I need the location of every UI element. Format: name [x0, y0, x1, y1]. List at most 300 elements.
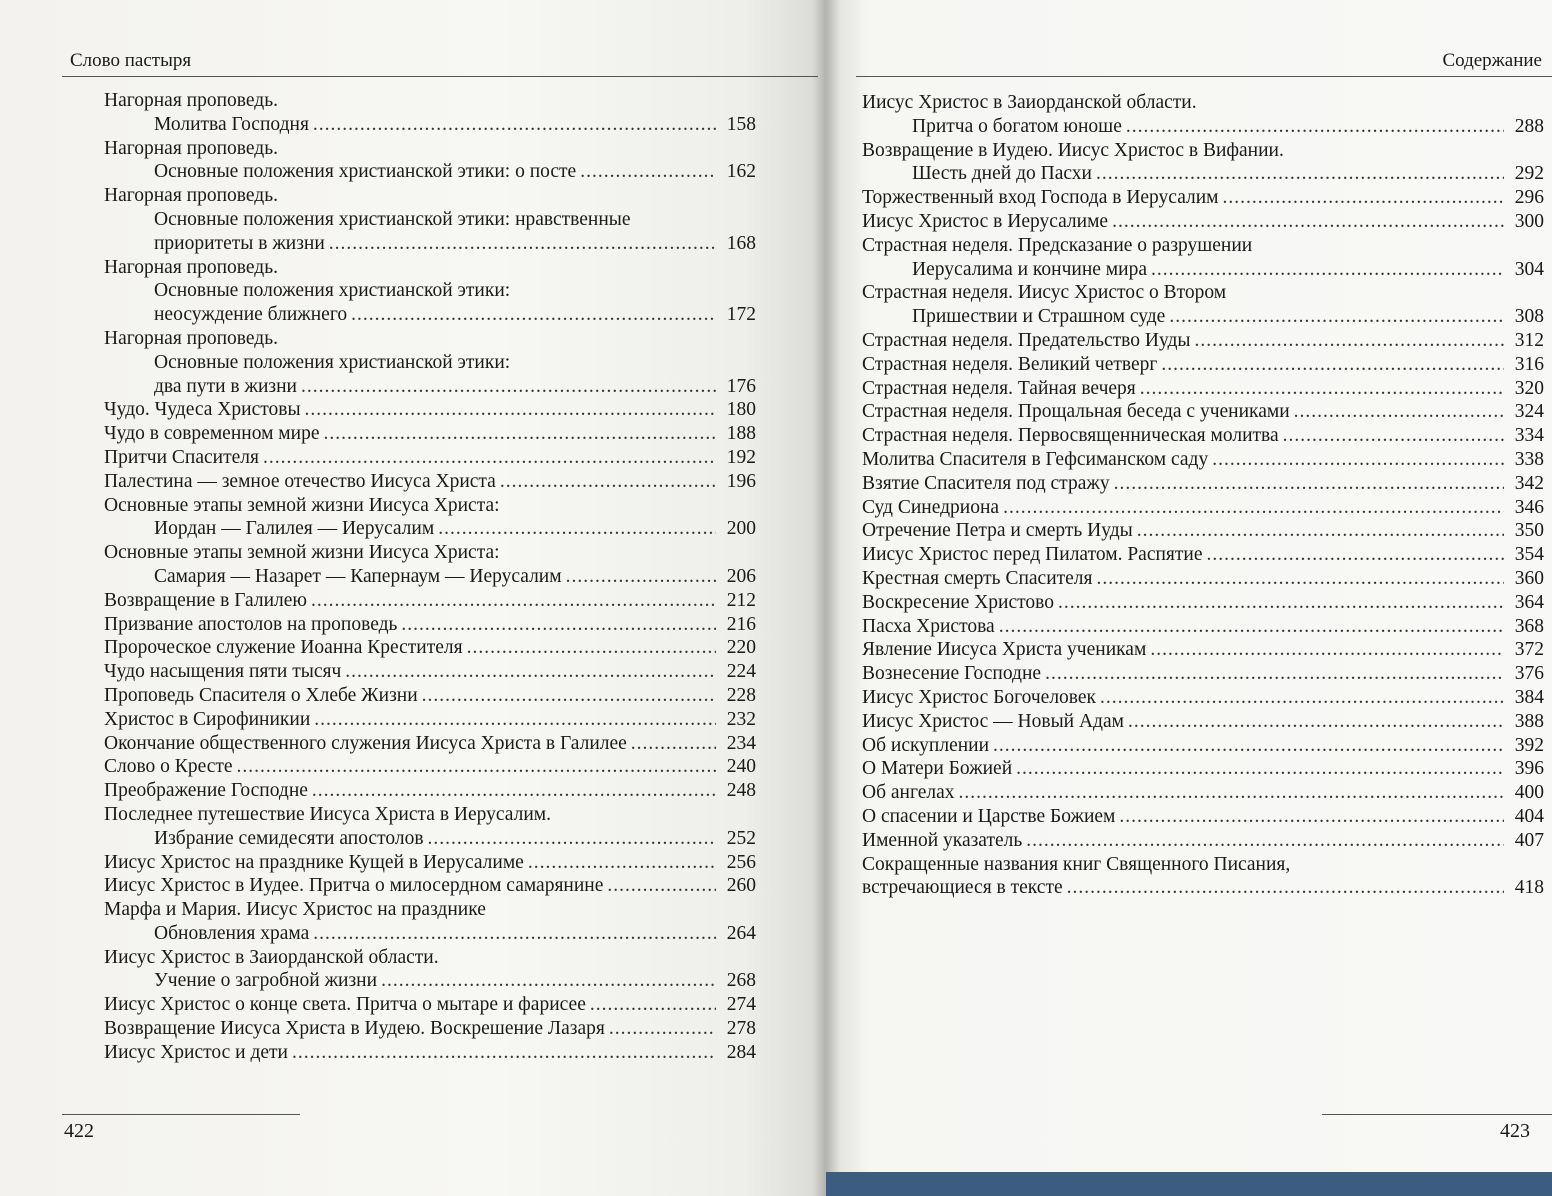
dot-leader [1100, 686, 1504, 710]
toc-entry-line: Страстная неделя. Иисус Христос о Втором [862, 282, 1227, 304]
toc-entry-title: Самария — Назарет — Капернаум — Иерусалим [154, 565, 562, 587]
toc-page-number: 392 [1514, 734, 1544, 756]
toc-entry-title: Возвращение Иисуса Христа в Иудею. Воскрешение Лазаря [104, 1018, 605, 1040]
toc-entry-row [862, 424, 1544, 448]
dot-leader [237, 755, 716, 779]
toc-entry-title: Учение о загробной жизни [154, 970, 378, 992]
dot-leader [401, 613, 716, 637]
toc-entry-row [862, 567, 1544, 591]
toc-entry [104, 256, 756, 327]
toc-entry-title: Иисус Христос на празднике Кущей в Иерусалиме [104, 851, 524, 873]
toc-page-number: 206 [726, 565, 756, 587]
dot-leader [1140, 377, 1504, 401]
toc-entry-row [862, 210, 1544, 234]
toc-page-number: 324 [1514, 401, 1544, 423]
toc-entry [104, 1017, 756, 1041]
toc-page-number: 364 [1514, 591, 1544, 613]
toc-page-number: 296 [1514, 187, 1544, 209]
toc-entry-title: Преображение Господне [104, 780, 308, 802]
toc-entry [862, 448, 1544, 472]
toc-page-number: 368 [1514, 615, 1544, 637]
toc-page-number: 278 [726, 1018, 756, 1040]
toc-entry-title: Чудо в современном мире [104, 423, 320, 445]
toc-entry [104, 137, 756, 185]
toc-entry-line: Основные этапы земной жизни Иисуса Христа: [104, 542, 500, 564]
dot-leader [1161, 353, 1504, 377]
toc-page-number: 418 [1514, 877, 1544, 899]
toc-entry-row [104, 874, 756, 898]
toc-entry-title: Молитва Спасителя в Гефсиманском саду [862, 448, 1209, 470]
dot-leader [1137, 519, 1504, 543]
dot-leader [1114, 472, 1504, 496]
toc-entry-row [862, 805, 1544, 829]
toc-page-number: 376 [1514, 663, 1544, 685]
dot-leader [301, 375, 716, 399]
footer-rule-right [1322, 1114, 1552, 1115]
toc-entry-title: встречающиеся в тексте [862, 877, 1063, 899]
toc-page-number: 252 [726, 827, 756, 849]
toc-entry-row [104, 684, 756, 708]
toc-entry [862, 210, 1544, 234]
toc-entry-title: Иисус Христос о конце света. Притча о мытаре и фарисее [104, 994, 586, 1016]
dot-leader [467, 636, 716, 660]
toc-entry-title: Взятие Спасителя под стражу [862, 472, 1110, 494]
toc-entry-row [862, 472, 1544, 496]
dot-leader [438, 517, 716, 541]
toc-page-number: 168 [726, 232, 756, 254]
toc-entry-title: Притча о богатом юноше [912, 115, 1122, 137]
toc-entry [862, 186, 1544, 210]
toc-page-number: 284 [726, 1041, 756, 1063]
toc-entry-row [862, 615, 1544, 639]
toc-page-number: 228 [726, 684, 756, 706]
toc-entry-line: Иисус Христос в Заиорданской области. [862, 92, 1197, 113]
toc-entry [104, 851, 756, 875]
book-cover-edge [826, 1172, 1552, 1196]
toc-list-right [862, 91, 1544, 900]
toc-entry [104, 541, 756, 589]
toc-entry [862, 829, 1544, 853]
toc-entry-line: Нагорная проповедь. [104, 256, 278, 278]
dot-leader [1126, 115, 1504, 139]
toc-page-number: 407 [1514, 829, 1544, 851]
toc-entry [862, 519, 1544, 543]
toc-page-number: 220 [726, 637, 756, 659]
toc-entry-row [862, 448, 1544, 472]
toc-entry [862, 496, 1544, 520]
toc-entry [104, 470, 756, 494]
toc-entry [104, 398, 756, 422]
dot-leader [1150, 638, 1504, 662]
toc-entry-row [862, 377, 1544, 401]
toc-entry-title: Суд Синедриона [862, 496, 1000, 518]
toc-entry-row [862, 186, 1544, 210]
right-page [826, 0, 1552, 1196]
header-rule-left [62, 76, 818, 77]
toc-page-number: 240 [726, 756, 756, 778]
toc-entry-row [104, 779, 756, 803]
dot-leader [1026, 829, 1504, 853]
toc-entry-line: Основные положения христианской этики: [154, 351, 511, 373]
toc-entry-row [104, 565, 756, 589]
toc-entry [104, 422, 756, 446]
toc-entry-row [104, 232, 756, 256]
toc-page-number: 312 [1514, 329, 1544, 351]
toc-page-number: 304 [1514, 258, 1544, 280]
toc-entry [862, 472, 1544, 496]
toc-page-number: 316 [1514, 353, 1544, 375]
dot-leader [422, 684, 716, 708]
toc-page-number: 248 [726, 780, 756, 802]
toc-entry-title: Притчи Спасителя [104, 446, 259, 468]
toc-entry-row [104, 422, 756, 446]
toc-entry-title: Пришествии и Страшном суде [912, 306, 1166, 328]
toc-page-number: 268 [726, 970, 756, 992]
toc-entry [862, 139, 1544, 187]
toc-entry [104, 1041, 756, 1065]
toc-entry-line: Иисус Христос в Заиорданской области. [104, 946, 439, 968]
toc-entry [104, 755, 756, 779]
toc-entry-title: Молитва Господня [154, 113, 309, 135]
toc-entry-row [104, 1041, 756, 1065]
toc-page-number: 372 [1514, 639, 1544, 661]
toc-entry-line: Нагорная проповедь. [104, 327, 278, 349]
toc-entry-row [104, 303, 756, 327]
toc-entry-title: Страстная неделя. Первосвященническая молитва [862, 425, 1279, 447]
toc-entry [104, 494, 756, 542]
footer-rule-left [62, 1114, 300, 1115]
toc-entry-row [104, 660, 756, 684]
toc-entry-title: Иерусалима и кончине мира [912, 258, 1147, 280]
toc-entry [104, 684, 756, 708]
dot-leader [313, 922, 716, 946]
toc-entry-row [862, 710, 1544, 734]
toc-entry [104, 636, 756, 660]
toc-entry [862, 662, 1544, 686]
dot-leader [607, 874, 716, 898]
toc-entry-row [862, 519, 1544, 543]
toc-page-number: 342 [1514, 472, 1544, 494]
toc-entry-row [104, 969, 756, 993]
dot-leader [1058, 591, 1504, 615]
dot-leader [1151, 258, 1504, 282]
toc-entry-title: Основные положения христианской этики: о посте [154, 161, 577, 183]
toc-entry-title: Иордан — Галилея — Иерусалим [154, 518, 435, 540]
toc-entry-row [104, 851, 756, 875]
toc-entry-row [104, 398, 756, 422]
toc-entry-line: Нагорная проповедь. [104, 185, 278, 207]
toc-entry-title: Иисус Христос в Иудее. Притча о милосердном самарянине [104, 875, 604, 897]
toc-entry-row [104, 993, 756, 1017]
toc-entry [862, 567, 1544, 591]
toc-entry-title: Чудо. Чудеса Христовы [104, 399, 301, 421]
toc-entry-row [862, 496, 1544, 520]
toc-entry-title: Слово о Кресте [104, 756, 233, 778]
toc-page-number: 216 [726, 613, 756, 635]
toc-page-number: 350 [1514, 520, 1544, 542]
toc-entry-row [862, 662, 1544, 686]
dot-leader [1223, 186, 1504, 210]
toc-entry-line: Последнее путешествие Иисуса Христа в Иерусалим. [104, 803, 551, 825]
toc-page-number: 300 [1514, 210, 1544, 232]
toc-entry-row [862, 305, 1544, 329]
dot-leader [1283, 424, 1504, 448]
toc-entry-row [104, 446, 756, 470]
toc-entry-line: Марфа и Мария. Иисус Христос на празднике [104, 899, 486, 921]
toc-entry-title: Избрание семидесяти апостолов [154, 827, 424, 849]
toc-entry-row [104, 113, 756, 137]
dot-leader [329, 232, 716, 256]
dot-leader [292, 1041, 716, 1065]
toc-entry-line: Возвращение в Иудею. Иисус Христос в Вифании. [862, 139, 1284, 161]
toc-entry [104, 184, 756, 255]
toc-entry [862, 805, 1544, 829]
toc-entry-title: О спасении и Царстве Божием [862, 805, 1116, 827]
toc-page-number: 308 [1514, 306, 1544, 328]
toc-page-number: 196 [726, 470, 756, 492]
toc-entry [104, 874, 756, 898]
toc-entry [862, 757, 1544, 781]
dot-leader [631, 732, 716, 756]
toc-entry-row [862, 686, 1544, 710]
dot-leader [1207, 543, 1505, 567]
dot-leader [1016, 757, 1504, 781]
toc-entry-title: Иисус Христос — Новый Адам [862, 710, 1124, 732]
toc-entry-row [862, 734, 1544, 758]
toc-page-number: 192 [726, 446, 756, 468]
toc-entry-row [104, 636, 756, 660]
toc-entry-row [862, 829, 1544, 853]
toc-entry-title: Страстная неделя. Великий четверг [862, 353, 1158, 375]
toc-entry-row [862, 781, 1544, 805]
toc-entry-title: Отречение Петра и смерть Иуды [862, 520, 1133, 542]
toc-entry-line: Страстная неделя. Предсказание о разрушении [862, 234, 1253, 256]
toc-entry [104, 613, 756, 637]
toc-page-number: 200 [726, 518, 756, 540]
toc-entry [862, 91, 1544, 139]
toc-entry [862, 853, 1544, 901]
dot-leader [313, 113, 716, 137]
toc-entry-title: Иисус Христос и дети [104, 1041, 288, 1063]
toc-entry-line: Основные положения христианской этики: нравственные [154, 208, 631, 230]
toc-entry [104, 993, 756, 1017]
toc-entry-title: Крестная смерть Спасителя [862, 567, 1093, 589]
toc-page-number: 346 [1514, 496, 1544, 518]
toc-entry-row [104, 517, 756, 541]
toc-entry-title: Страстная неделя. Прощальная беседа с учениками [862, 401, 1290, 423]
toc-entry-title: Шесть дней до Пасхи [912, 163, 1092, 185]
toc-entry-title: Иисус Христос в Иерусалиме [862, 210, 1109, 232]
toc-entry-title: неосуждение ближнего [154, 304, 348, 326]
toc-entry [104, 589, 756, 613]
dot-leader [312, 779, 716, 803]
toc-page-number: 292 [1514, 163, 1544, 185]
toc-entry-title: Страстная неделя. Предательство Иуды [862, 329, 1191, 351]
toc-entry [104, 898, 756, 946]
dot-leader [381, 969, 716, 993]
toc-entry-title: Обновления храма [154, 922, 310, 944]
toc-entry [104, 327, 756, 398]
toc-page-number: 274 [726, 994, 756, 1016]
dot-leader [1003, 496, 1504, 520]
toc-page-number: 232 [726, 708, 756, 730]
toc-entry [862, 281, 1544, 329]
toc-entry-title: Иисус Христос Богочеловек [862, 686, 1097, 708]
toc-entry [862, 710, 1544, 734]
dot-leader [1169, 305, 1504, 329]
toc-entry-line: Основные положения христианской этики: [154, 280, 511, 302]
toc-page-number: 334 [1514, 425, 1544, 447]
toc-page-number: 172 [726, 304, 756, 326]
toc-entry [104, 446, 756, 470]
dot-leader [1096, 162, 1504, 186]
toc-entry-row [862, 258, 1544, 282]
toc-page-number: 260 [726, 875, 756, 897]
dot-leader [305, 398, 716, 422]
toc-entry-title: Воскресение Христово [862, 591, 1054, 613]
toc-entry [862, 377, 1544, 401]
toc-entry-row [104, 375, 756, 399]
dot-leader [314, 708, 716, 732]
toc-entry [104, 779, 756, 803]
toc-page-number: 158 [726, 113, 756, 135]
toc-entry-row [104, 827, 756, 851]
toc-entry-title: Пророческое служение Иоанна Крестителя [104, 637, 463, 659]
toc-page-number: 162 [726, 161, 756, 183]
toc-entry-row [104, 732, 756, 756]
toc-page-number: 338 [1514, 448, 1544, 470]
toc-entry [862, 638, 1544, 662]
dot-leader [1112, 210, 1504, 234]
toc-entry-line: Сокращенные названия книг Священного Писания, [862, 853, 1291, 875]
toc-entry-title: Возвращение в Галилею [104, 589, 307, 611]
toc-entry-title: Об искуплении [862, 734, 990, 756]
toc-entry-title: Палестина — земное отечество Иисуса Христа [104, 470, 496, 492]
toc-entry-row [104, 755, 756, 779]
toc-entry-title: приоритеты в жизни [154, 232, 325, 254]
toc-entry-title: Проповедь Спасителя о Хлебе Жизни [104, 684, 418, 706]
toc-entry [862, 734, 1544, 758]
toc-entry [104, 732, 756, 756]
toc-entry-title: Вознесение Господне [862, 663, 1042, 685]
toc-page-number: 320 [1514, 377, 1544, 399]
toc-entry-title: Торжественный вход Господа в Иерусалим [862, 187, 1219, 209]
toc-page-number: 384 [1514, 686, 1544, 708]
toc-entry [862, 400, 1544, 424]
toc-page-number: 404 [1514, 805, 1544, 827]
toc-entry-title: Призвание апостолов на проповедь [104, 613, 398, 635]
dot-leader [993, 734, 1504, 758]
toc-page-number: 180 [726, 399, 756, 421]
toc-page-number: 264 [726, 922, 756, 944]
toc-page-number: 360 [1514, 567, 1544, 589]
toc-entry-row [862, 638, 1544, 662]
toc-entry-title: Иисус Христос перед Пилатом. Распятие [862, 544, 1203, 566]
toc-page-number: 400 [1514, 782, 1544, 804]
toc-page-number: 396 [1514, 758, 1544, 780]
toc-entry-title: О Матери Божией [862, 758, 1013, 780]
toc-page-number: 212 [726, 589, 756, 611]
toc-entry [104, 660, 756, 684]
toc-entry-row [862, 329, 1544, 353]
toc-entry-row [104, 470, 756, 494]
toc-entry-row [104, 708, 756, 732]
toc-entry-row [862, 115, 1544, 139]
toc-entry-row [862, 400, 1544, 424]
dot-leader [1195, 329, 1505, 353]
dot-leader [609, 1017, 716, 1041]
toc-entry-row [104, 1017, 756, 1041]
toc-entry-row [862, 353, 1544, 377]
dot-leader [345, 660, 716, 684]
toc-entry-line: Нагорная проповедь. [104, 90, 278, 111]
toc-entry-title: Страстная неделя. Тайная вечеря [862, 377, 1136, 399]
running-header-right: Содержание [1442, 50, 1542, 71]
toc-entry [104, 803, 756, 851]
toc-entry [862, 781, 1544, 805]
toc-entry-title: Пасха Христова [862, 615, 995, 637]
dot-leader [1212, 448, 1504, 472]
dot-leader [1045, 662, 1504, 686]
toc-page-number: 224 [726, 661, 756, 683]
dot-leader [1067, 876, 1504, 900]
toc-entry-row [862, 757, 1544, 781]
toc-entry [862, 591, 1544, 615]
toc-page-number: 256 [726, 851, 756, 873]
toc-entry [862, 615, 1544, 639]
book-spine [812, 0, 840, 1196]
toc-entry [862, 686, 1544, 710]
dot-leader [528, 851, 716, 875]
toc-entry-row [862, 543, 1544, 567]
toc-entry [862, 234, 1544, 282]
dot-leader [500, 470, 716, 494]
toc-page-number: 188 [726, 423, 756, 445]
toc-page-number: 234 [726, 732, 756, 754]
toc-entry-title: Христос в Сирофиникии [104, 708, 311, 730]
dot-leader [999, 615, 1504, 639]
toc-entry-line: Основные этапы земной жизни Иисуса Христа: [104, 494, 500, 516]
toc-entry-title: Окончание общественного служения Иисуса Христа в Галилее [104, 732, 627, 754]
dot-leader [323, 422, 716, 446]
toc-entry [862, 543, 1544, 567]
toc-entry-title: два пути в жизни [154, 375, 297, 397]
toc-entry-line: Нагорная проповедь. [104, 137, 278, 159]
dot-leader [580, 160, 716, 184]
dot-leader [1294, 400, 1504, 424]
toc-entry-title: Именной указатель [862, 829, 1023, 851]
toc-entry-title: Об ангелах [862, 782, 955, 804]
page-number-left: 422 [64, 1120, 94, 1142]
toc-entry-row [862, 162, 1544, 186]
toc-entry-row [862, 876, 1544, 900]
toc-entry-row [104, 613, 756, 637]
toc-list-left [104, 89, 756, 1065]
dot-leader [428, 827, 716, 851]
dot-leader [590, 993, 716, 1017]
dot-leader [959, 781, 1504, 805]
dot-leader [1097, 567, 1504, 591]
toc-page-number: 388 [1514, 710, 1544, 732]
toc-entry [862, 353, 1544, 377]
toc-entry [104, 708, 756, 732]
toc-page-number: 176 [726, 375, 756, 397]
toc-entry-row [862, 591, 1544, 615]
toc-entry [104, 89, 756, 137]
toc-entry [862, 329, 1544, 353]
toc-entry-title: Явление Иисуса Христа ученикам [862, 639, 1147, 661]
dot-leader [263, 446, 716, 470]
